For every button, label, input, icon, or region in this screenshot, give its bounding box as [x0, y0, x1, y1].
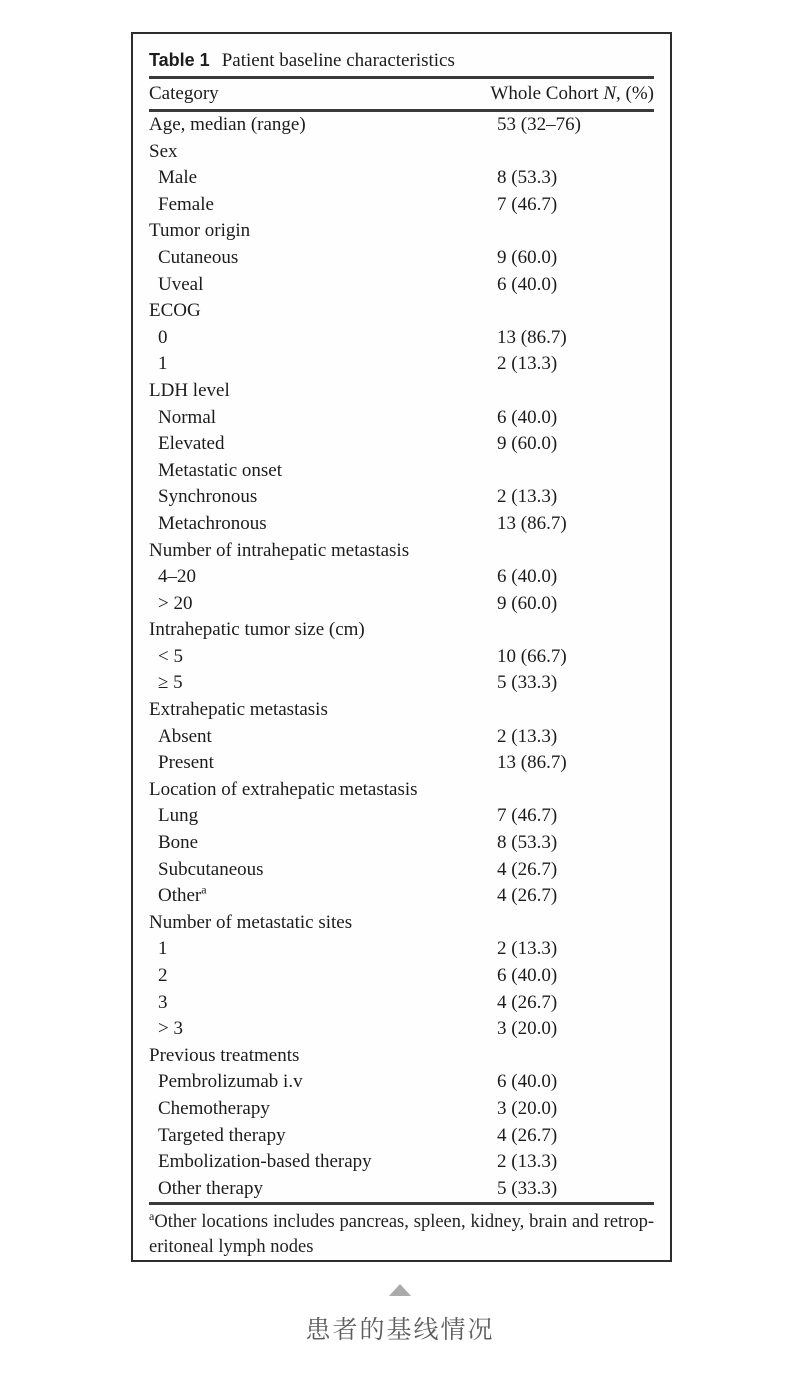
table-row: [149, 936, 654, 963]
superscript-marker: a: [201, 882, 207, 897]
row-value: 13 (86.7): [497, 752, 567, 774]
row-label: Present: [158, 752, 214, 774]
row-label: < 5: [158, 645, 183, 667]
row-value: 4 (26.7): [497, 885, 558, 907]
row-value: 8 (53.3): [497, 167, 558, 189]
table-row: [149, 112, 654, 139]
table-row: [149, 1043, 654, 1070]
row-value: 53 (32–76): [497, 114, 581, 135]
row-label: 1: [158, 353, 168, 375]
row-value: [497, 218, 654, 245]
table-header-row: [149, 79, 654, 109]
footnote-line-2: eritoneal lymph nodes: [149, 1237, 314, 1258]
row-value: [497, 458, 654, 485]
row-value: 7 (46.7): [497, 193, 558, 215]
table-row: [149, 378, 654, 405]
row-label: LDH level: [149, 379, 230, 401]
row-label: 1: [158, 938, 168, 960]
table-row: [149, 1096, 654, 1123]
row-value: 4 (26.7): [497, 1124, 558, 1146]
table-row: [149, 351, 654, 378]
row-value: [497, 697, 654, 724]
row-value: 3 (20.0): [497, 1018, 558, 1040]
row-label: Chemotherapy: [158, 1097, 270, 1119]
row-label: Number of metastatic sites: [149, 911, 353, 933]
row-value: [497, 139, 654, 166]
table-row: [149, 1149, 654, 1176]
figure-caption: 患者的基线情况: [305, 1316, 495, 1344]
table-row: [149, 803, 654, 830]
table-row: [149, 165, 654, 192]
table-body: [149, 112, 654, 1202]
table-row: [149, 431, 654, 458]
table-row: [149, 1123, 654, 1150]
row-label: Lung: [158, 805, 199, 827]
row-label: Metastatic onset: [158, 459, 282, 481]
table-row: [149, 724, 654, 751]
table-figure: [131, 32, 672, 1262]
row-value: 13 (86.7): [497, 512, 567, 534]
table-row: [149, 139, 654, 166]
rule-above-footnote: [149, 1202, 654, 1205]
table-row: [149, 218, 654, 245]
cohort-header-suffix: , (%): [616, 83, 654, 104]
row-label: Targeted therapy: [158, 1124, 286, 1146]
row-value: [497, 910, 654, 937]
row-value: 2 (13.3): [497, 725, 558, 747]
table-row: [149, 990, 654, 1017]
row-value: 5 (33.3): [497, 1177, 558, 1199]
table-number: Table 1: [149, 50, 210, 70]
table-row: [149, 644, 654, 671]
row-value: 6 (40.0): [497, 965, 558, 986]
table-row: [149, 192, 654, 219]
table-row: [149, 564, 654, 591]
table-row: [149, 1069, 654, 1096]
row-value: [497, 298, 654, 325]
row-label: Metachronous: [158, 512, 267, 534]
row-value: 4 (26.7): [497, 991, 558, 1013]
table-row: [149, 777, 654, 804]
row-label: Previous treatments: [149, 1044, 300, 1066]
row-label: ECOG: [149, 300, 201, 322]
row-label: Absent: [158, 725, 212, 747]
row-label: > 20: [158, 592, 193, 614]
row-value: 7 (46.7): [497, 805, 558, 827]
row-value: 6 (40.0): [497, 406, 558, 428]
row-label: Pembrolizumab i.v: [158, 1071, 303, 1093]
column-header-whole-cohort: [490, 79, 654, 109]
table-row: [149, 458, 654, 485]
row-label: ≥ 5: [158, 672, 183, 694]
row-label: 2: [158, 965, 168, 986]
row-label: 0: [158, 326, 168, 348]
row-label: Bone: [158, 832, 199, 854]
row-value: 6 (40.0): [497, 273, 558, 295]
row-label: Other$^a$: [158, 882, 207, 907]
row-value: 8 (53.3): [497, 832, 558, 854]
row-value: [497, 1043, 654, 1070]
footnote-marker: a: [149, 1209, 155, 1224]
row-label: Age, median (range): [149, 114, 306, 135]
row-value: 2 (13.3): [497, 353, 558, 375]
row-label: 3: [158, 991, 168, 1013]
row-label: Female: [158, 193, 214, 215]
table-caption-text: Patient baseline characteristics: [221, 50, 455, 71]
table-row: [149, 617, 654, 644]
caption-arrow-icon: [389, 1284, 411, 1296]
row-value: 2 (13.3): [497, 486, 558, 508]
table-row: [149, 538, 654, 565]
table-row: [149, 857, 654, 884]
table-row: [149, 591, 654, 618]
row-value: [497, 617, 654, 644]
footnote-text-1: Other locations includes pancreas, spleen, kidney, brain and retrop-: [154, 1212, 654, 1233]
row-label: Extrahepatic metastasis: [149, 699, 328, 721]
table-row: [149, 830, 654, 857]
table-row: [149, 963, 654, 990]
row-value: 2 (13.3): [497, 938, 558, 960]
table-row: [149, 298, 654, 325]
row-value: 10 (66.7): [497, 645, 567, 667]
table-row: [149, 1176, 654, 1203]
row-value: 5 (33.3): [497, 672, 558, 694]
row-value: [497, 538, 654, 565]
column-header-category: Category: [149, 83, 219, 104]
table-footnote: [149, 1210, 654, 1260]
table-row: [149, 670, 654, 697]
row-label: Intrahepatic tumor size (cm): [149, 619, 365, 641]
row-label: Elevated: [158, 433, 225, 455]
row-value: 6 (40.0): [497, 1071, 558, 1093]
row-label: Location of extrahepatic metastasis: [149, 778, 418, 800]
row-label: Uveal: [158, 273, 204, 295]
table-row: [149, 1016, 654, 1043]
table-row: [149, 750, 654, 777]
table-row: [149, 697, 654, 724]
row-label: Embolization-based therapy: [158, 1151, 372, 1173]
table-row: [149, 272, 654, 299]
row-label: Sex: [149, 140, 178, 162]
table-row: [149, 325, 654, 352]
row-label: Other therapy: [158, 1177, 263, 1199]
table-row: [149, 484, 654, 511]
table-title: [149, 45, 654, 76]
row-label: Male: [158, 167, 198, 189]
row-value: [497, 378, 654, 405]
row-label: Number of intrahepatic metastasis: [149, 539, 410, 561]
table-row: [149, 511, 654, 538]
row-label: 4–20: [158, 566, 196, 588]
row-value: 9 (60.0): [497, 592, 558, 614]
row-value: 13 (86.7): [497, 326, 567, 348]
row-value: [497, 777, 654, 804]
table-row: [149, 883, 654, 910]
row-label: Tumor origin: [149, 220, 251, 242]
row-label: Synchronous: [158, 486, 258, 508]
row-label: > 3: [158, 1018, 183, 1040]
row-value: 9 (60.0): [497, 246, 558, 268]
table-row: [149, 910, 654, 937]
row-value: 2 (13.3): [497, 1151, 558, 1173]
cohort-header-n: N: [603, 83, 617, 104]
row-label: Subcutaneous: [158, 858, 264, 880]
row-label: Cutaneous: [158, 246, 239, 268]
table-row: [149, 245, 654, 272]
cohort-header-prefix: Whole Cohort: [490, 83, 604, 104]
row-label: Normal: [158, 406, 217, 428]
row-value: 6 (40.0): [497, 566, 558, 588]
row-value: 3 (20.0): [497, 1097, 558, 1119]
row-value: 4 (26.7): [497, 858, 558, 880]
row-value: 9 (60.0): [497, 433, 558, 455]
table-row: [149, 405, 654, 432]
footnote-line-1: [149, 1210, 654, 1235]
